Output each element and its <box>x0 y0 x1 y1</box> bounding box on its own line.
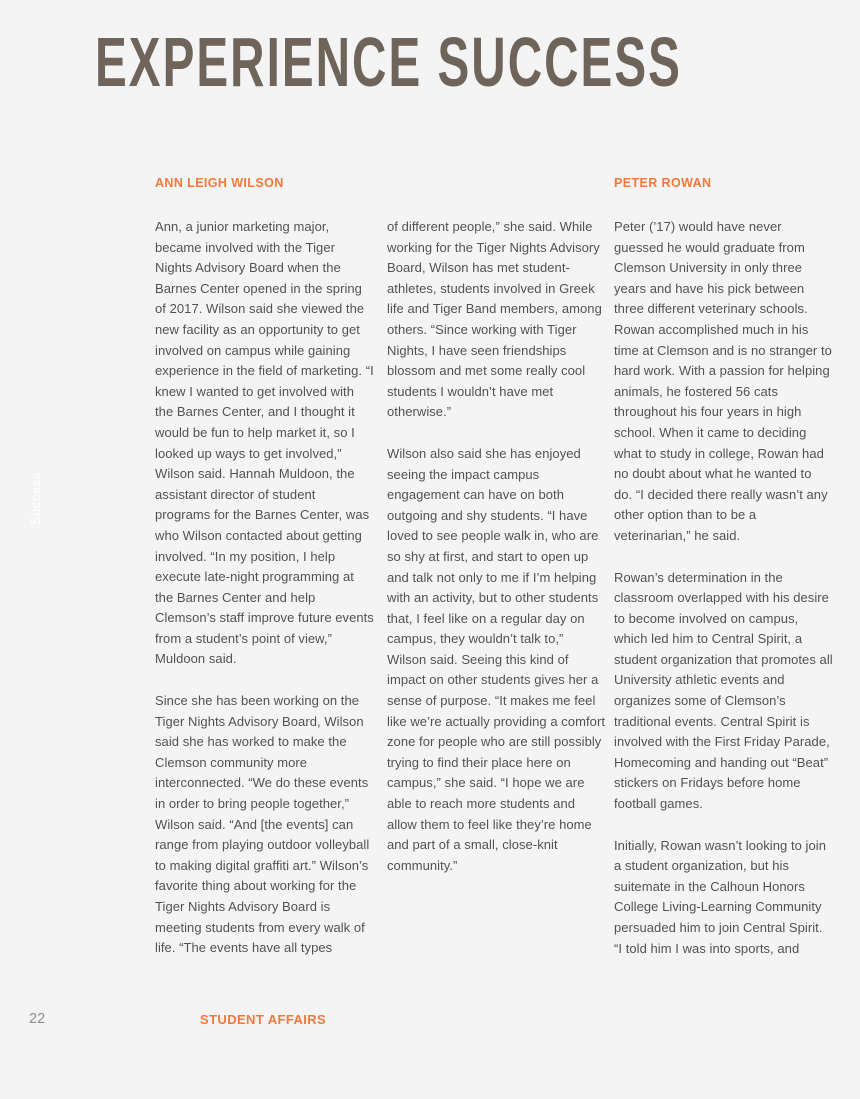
paragraph-ann-2: Since she has been working on the Tiger Nights Advisory Board, Wilson said she has worked to make the Clemson community more interconnected. “We do these events in order to bring people together,” Wilson said. “And [the events] can range from playing outdoor volleyball to making digital graffiti art.” Wilson’s favorite thing about working for the Tiger Nights Advisory Board is meeting students from every walk of life. “The events have all types <box>155 693 370 956</box>
paragraph-ann-3: of different people,” she said. While working for the Tiger Nights Advisory Board, Wilson has met student-athletes, students involved in Greek life and Tiger Band members, among others. “Since working with Tiger Nights, I have seen friendships blossom and met some really cool students I wouldn’t have met otherwise.” <box>387 219 602 420</box>
paragraph-ann-4: Wilson also said she has enjoyed seeing the impact campus engagement can have on both outgoing and shy students. “I have loved to see people walk in, who are so shy at first, and start to open up and talk not only to me if I’m helping with an activity, but to other students that, I feel like on a regular day on campus, they wouldn’t talk to,” Wilson said. Seeing this kind of impact on other students gives her a sense of purpose. “It makes me feel like we’re actually providing a comfort zone for people who are still possibly trying to find their place here on campus,” she said. “I hope we are able to reach more students and allow them to feel like they’re home and part of a small, close-knit community.” <box>387 445 605 873</box>
footer-section-label: STUDENT AFFAIRS <box>200 1012 327 1027</box>
page-number: 22 <box>29 1011 46 1027</box>
side-label-success: Success <box>28 472 43 525</box>
column-heading-peter-rowan: PETER ROWAN <box>614 176 712 190</box>
column-ann-leigh-wilson <box>155 176 374 980</box>
paragraph-peter-2: Rowan’s determination in the classroom overlapped with his desire to become involved on campus, which led him to Central Spirit, a student organization that promotes all University athletic events and organizes some of Clemson’s traditional events. Central Spirit is involved with the First Friday Parade, Homecoming and handing out “Beat” stickers on Fridays before home football games. <box>614 569 833 812</box>
column-peter-rowan <box>614 176 833 980</box>
paragraph-peter-3: Initially, Rowan wasn’t looking to join a student organization, but his suitemate in the Calhoun Honors College Living-Learning Community persuaded him to join Central Spirit. “I told him I was into sports, and <box>614 837 826 956</box>
column-heading-ann-leigh-wilson: ANN LEIGH WILSON <box>155 176 284 190</box>
column-ann-continued <box>387 176 606 897</box>
paragraph-peter-1: Peter (’17) would have never guessed he would graduate from Clemson University in only three years and have his pick between three different veterinary schools. Rowan accomplished much in his time at Clemson and is no stranger to hard work. With a passion for helping animals, he fostered 56 cats throughout his four years in high school. When it came to deciding what to study in college, Rowan had no doubt about what he wanted to do. “I decided there really wasn’t any other option than to be a veterinarian,” he said. <box>614 219 832 543</box>
column-heading-spacer <box>387 176 606 190</box>
paragraph-ann-1: Ann, a junior marketing major, became involved with the Tiger Nights Advisory Board when the Barnes Center opened in the spring of 2017. Wilson said she viewed the new facility as an opportunity to get involved on campus while gaining experience in the field of marketing. “I knew I wanted to get involved with the Barnes Center, and I thought it would be fun to help market it, so I looked up ways to get involved,” Wilson said. Hannah Muldoon, the assistant director of student programs for the Barnes Center, was who Wilson contacted about getting involved. “In my position, I help execute late-night programming at the Barnes Center and help Clemson’s staff improve future events from a student’s point of view,” Muldoon said. <box>155 219 374 667</box>
page-title: EXPERIENCE SUCCESS <box>95 23 682 101</box>
